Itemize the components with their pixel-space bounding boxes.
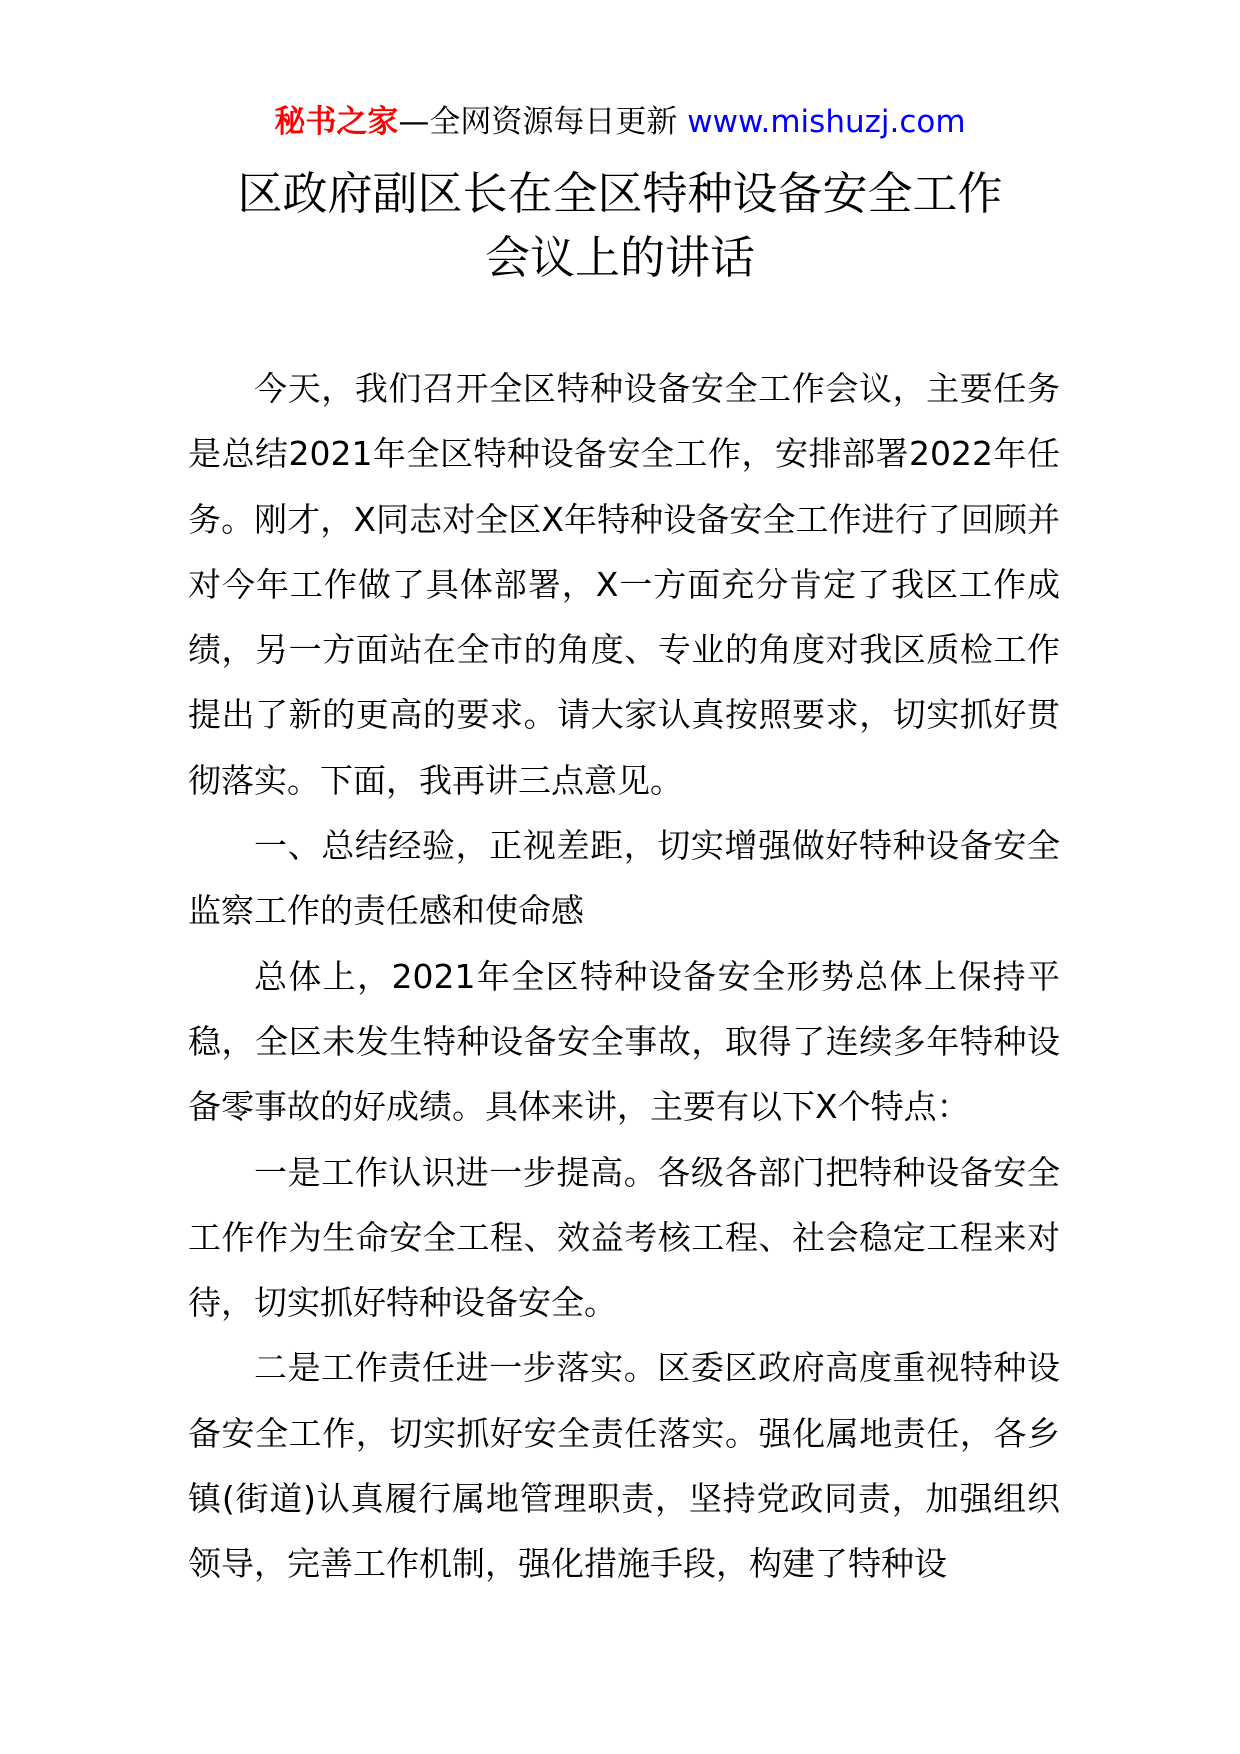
paragraph-overview: 总体上，2021年全区特种设备安全形势总体上保持平稳，全区未发生特种设备安全事故，取得了连续多年特种设备零事故的好成绩。具体来讲，主要有以下X个特点： — [188, 956, 1060, 1127]
document-body — [188, 356, 1060, 1597]
document-title — [0, 162, 1240, 290]
paragraph-intro: 今天，我们召开全区特种设备安全工作会议，主要任务是总结2021年全区特种设备安全工作，安排部署2022年任务。刚才，X同志对全区X年特种设备安全工作进行了回顾并对今年工作做了具体部署，X一方面充分肯定了我区工作成绩，另一方面站在全市的角度、专业的角度对我区质检工作提出了新的更高的要求。请大家认真按照要求，切实抓好贯彻落实。下面，我再讲三点意见。 — [188, 369, 1060, 800]
brand-name: 秘书之家 — [274, 104, 399, 140]
title-line-2: 会议上的讲话 — [484, 231, 755, 284]
section-heading-1: 一、总结经验，正视差距，切实增强做好特种设备安全监察工作的责任感和使命感 — [188, 826, 1060, 931]
site-url-link[interactable]: www.mishuzj.com — [687, 104, 966, 140]
paragraph-point-2: 二是工作责任进一步落实。区委区政府高度重视特种设备安全工作，切实抓好安全责任落实。强化属地责任，各乡镇(街道)认真履行属地管理职责，坚持党政同责，加强组织领导，完善工作机制，强化措施手段，构建了特种设 — [188, 1348, 1060, 1584]
title-line-1: 区政府副区长在全区特种设备安全工作 — [237, 167, 1003, 220]
site-header — [0, 100, 1240, 144]
paragraph-point-1: 一是工作认识进一步提高。各级各部门把特种设备安全工作作为生命安全工程、效益考核工程、社会稳定工程来对待，切实抓好特种设备安全。 — [188, 1152, 1060, 1323]
header-slogan: —全网资源每日更新 — [398, 104, 678, 140]
